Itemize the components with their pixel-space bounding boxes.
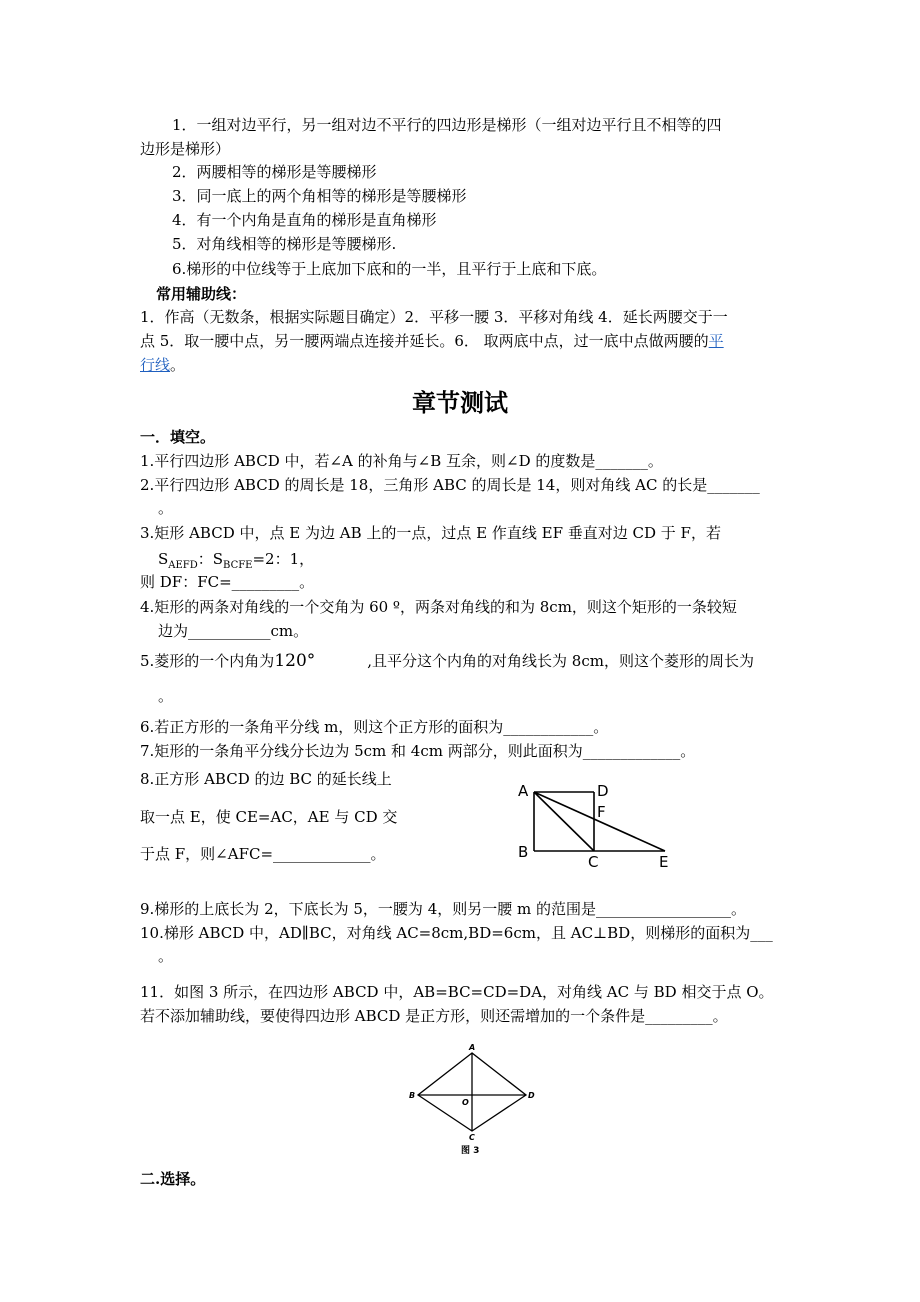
question-7: 7.矩形的一条角平分线分长边为 5cm 和 4cm 两部分，则此面积为_____________。 — [140, 742, 696, 760]
fig2-label-b: B — [409, 1091, 416, 1100]
property-1-line-1: 1．一组对边平行，另一组对边不平行的四边形是梯形（一组对边平行且不相等的四 — [172, 116, 722, 134]
question-4-line-2: 边为___________cm。 — [158, 622, 309, 640]
q5-pre: 5.菱形的一个内角为 — [140, 652, 275, 670]
question-10-line-2: 。 — [158, 947, 174, 965]
property-6: 6.梯形的中位线等于上底加下底和的一半，且平行于上底和下底。 — [172, 260, 607, 278]
question-2-line-1: 2.平行四边形 ABCD 的周长是 18，三角形 ABC 的周长是 14，则对角线 AC 的长是_______ — [140, 476, 760, 494]
fig2-label-a: A — [469, 1043, 476, 1052]
question-3-line-3: 则 DF：FC=_________。 — [140, 573, 315, 591]
question-5-line-1 — [140, 651, 754, 671]
aux-heading: 常用辅助线： — [156, 285, 247, 303]
fig1-line-ae — [534, 792, 665, 851]
fig1-label-d: D — [597, 782, 609, 800]
section-multiple-choice: 二.选择。 — [140, 1170, 206, 1188]
aux-line-2-text: 点 5．取一腰中点，另一腰两端点连接并延长。6． 取两底中点，过一底中点做两腰的 — [140, 332, 709, 350]
parallel-line-link-continued[interactable]: 行线 — [140, 356, 171, 374]
aux-line-1: 1．作高（无数条，根据实际题目确定）2．平移一腰 3．平移对角线 4．延长两腰交于一 — [140, 308, 728, 326]
fig1-label-a: A — [518, 782, 529, 800]
fig2-label-o: O — [462, 1098, 469, 1107]
q3-sub-aefd: AEFD — [168, 560, 198, 571]
question-8-line-3: 于点 F，则∠AFC=_____________。 — [140, 845, 386, 863]
question-1: 1.平行四边形 ABCD 中，若∠A 的补角与∠B 互余，则∠D 的度数是_______。 — [140, 452, 663, 470]
question-9: 9.梯形的上底长为 2，下底长为 5，一腰为 4，则另一腰 m 的范围是__________________。 — [140, 900, 747, 918]
q5-post: ,且平分这个内角的对角线长为 8cm，则这个菱形的周长为 — [367, 652, 754, 670]
fig2-label-d: D — [528, 1091, 535, 1100]
aux-line-3 — [140, 355, 185, 375]
question-6: 6.若正方形的一条角平分线 m，则这个正方形的面积为____________。 — [140, 718, 609, 736]
rhombus-figure-3 — [404, 1042, 540, 1158]
question-4-line-1: 4.矩形的两条对角线的一个交角为 60 º，两条对角线的和为 8cm，则这个矩形的一条较短 — [140, 598, 737, 616]
q3-mid: ：S — [197, 550, 224, 568]
question-8-line-2: 取一点 E，使 CE=AC，AE 与 CD 交 — [140, 808, 398, 826]
property-3: 3．同一底上的两个角相等的梯形是等腰梯形 — [172, 187, 467, 205]
question-3-line-2 — [158, 549, 314, 569]
parallel-line-link[interactable]: 平 — [708, 332, 724, 350]
property-5: 5．对角线相等的梯形是等腰梯形. — [172, 235, 397, 253]
question-10-line-1: 10.梯形 ABCD 中，AD∥BC，对角线 AC=8cm,BD=6cm，且 AC⊥BD，则梯形的面积为___ — [140, 924, 773, 942]
aux-line-3-end: 。 — [170, 356, 186, 374]
question-11-line-2: 若不添加辅助线，要使得四边形 ABCD 是正方形，则还需增加的一个条件是_________。 — [140, 1007, 728, 1025]
fig2-caption: 图 3 — [461, 1146, 480, 1156]
q3-sub-bcfe: BCFE — [223, 560, 253, 571]
fig1-label-b: B — [518, 843, 529, 861]
property-2: 2．两腰相等的梯形是等腰梯形 — [172, 163, 377, 181]
section-fill-blank: 一．填空。 — [140, 428, 216, 446]
question-8-line-1: 8.正方形 ABCD 的边 BC 的延长线上 — [140, 770, 392, 788]
square-extension-figure — [508, 776, 688, 876]
question-3-line-1: 3.矩形 ABCD 中，点 E 为边 AB 上的一点，过点 E 作直线 EF 垂直对边 CD 于 F，若 — [140, 524, 721, 542]
question-5-line-2: 。 — [158, 687, 174, 705]
fig1-label-c: C — [588, 853, 599, 871]
q3-end: =2：1， — [252, 550, 315, 568]
property-1-line-2: 边形是梯形） — [140, 140, 231, 158]
question-2-line-2: 。 — [158, 499, 174, 517]
q5-angle: 120° — [274, 651, 316, 671]
q3-s1: S — [158, 550, 169, 568]
property-4: 4．有一个内角是直角的梯形是直角梯形 — [172, 211, 437, 229]
aux-line-2 — [140, 331, 724, 351]
page-title: 章节测试 — [412, 388, 508, 417]
fig1-label-f: F — [597, 803, 606, 821]
question-11-line-1: 11．如图 3 所示，在四边形 ABCD 中，AB=BC=CD=DA，对角线 AC 与 BD 相交于点 O。 — [140, 983, 774, 1001]
fig2-label-c: C — [469, 1133, 475, 1142]
fig1-label-e: E — [659, 853, 669, 871]
fig1-diagonal-ac — [534, 792, 594, 851]
